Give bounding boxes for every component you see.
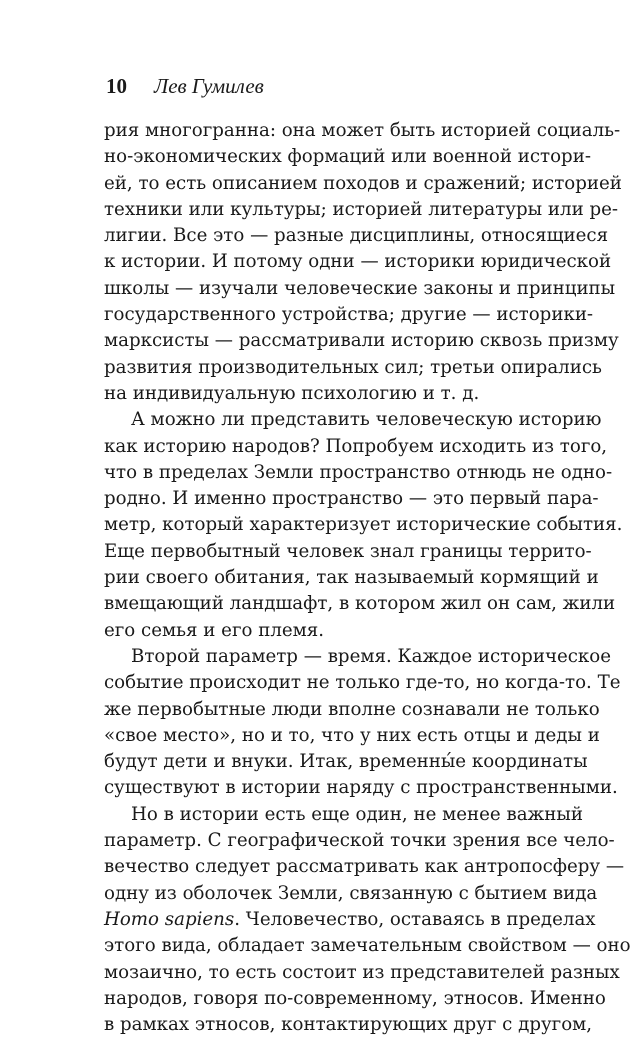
text-line-last: на индивидуальную психологию и т. д.	[104, 382, 480, 404]
running-title: Лев Гумилев	[154, 74, 264, 98]
text-line: народов, говоря по-современному, этносов. Именно	[104, 987, 606, 1009]
text-line: государственного устройства; другие — историки-	[104, 304, 594, 326]
text-line: как историю народов? Попробуем исходить из того,	[104, 435, 608, 457]
text-line: развития производительных сил; третьи опирались	[104, 356, 602, 378]
page-number: 10	[106, 74, 127, 98]
paragraph-2	[104, 407, 623, 644]
text-line: вмещающий ландшафт, в котором жил он сам, жили	[104, 593, 616, 615]
text-line-first: Но в истории есть еще один, не менее важный	[131, 803, 584, 825]
paragraph-1	[104, 118, 622, 407]
text-line: к истории. И потому одни — историки юридической	[104, 251, 612, 273]
page-header	[106, 73, 264, 99]
text-line: вечество следует рассматривать как антропосферу —	[104, 856, 625, 878]
text-line: лигии. Все это — разные дисциплины, относящиеся	[104, 225, 609, 247]
text-line: марксисты — рассматривали историю сквозь призму	[104, 330, 619, 352]
paragraph-3	[104, 644, 621, 802]
text-line: будут дети и внуки. Итак, временны́е координаты	[104, 751, 588, 773]
text-line: этого вида, обладает замечательным свойством — оно	[104, 935, 631, 957]
text-line: одну из оболочек Земли, связанную с бытием вида	[104, 882, 598, 904]
text-line: рии своего обитания, так называемый кормящий и	[104, 567, 599, 589]
text-line: же первобытные люди вполне сознавали не только	[104, 698, 600, 720]
text-line: событие происходит не только где-то, но когда-то. Те	[104, 672, 621, 694]
text-line: техники или культуры; историей литературы или ре-	[104, 198, 619, 220]
text-line: ей, то есть описанием походов и сражений; историей	[104, 172, 622, 194]
text-line: что в пределах Земли пространство отнюдь не одно-	[104, 461, 613, 483]
text-line: рия многогранна: она может быть историей социаль-	[104, 120, 621, 141]
text-line-with-italic	[104, 907, 596, 933]
text-line: Еще первобытный человек знал границы террито-	[104, 540, 592, 562]
text-line: метр, который характеризует исторические события.	[104, 514, 623, 536]
line-rest: . Человечество, оставаясь в пределах	[234, 908, 596, 930]
text-line: в рамках этносов, контактирующих друг с другом,	[104, 1014, 593, 1036]
text-line: школы — изучали человеческие законы и принципы	[104, 277, 616, 299]
body-text	[104, 118, 631, 1038]
text-line: родно. И именно пространство — это первый пара-	[104, 488, 599, 510]
text-line: «свое место», но и то, что у них есть отцы и деды и	[104, 724, 600, 746]
text-line-first: А можно ли представить человеческую историю	[131, 409, 602, 431]
text-line-last: его семья и его племя.	[104, 619, 325, 641]
text-line: параметр. С географической точки зрения все чело-	[104, 830, 615, 852]
text-line-last: существуют в истории наряду с пространственными.	[104, 777, 618, 799]
text-line-first: Второй параметр — время. Каждое историческое	[131, 645, 611, 667]
paragraph-4	[104, 802, 631, 1038]
text-line: но-экономических формаций или военной истори-	[104, 146, 591, 168]
italic-term: Homo sapiens	[104, 908, 235, 930]
text-line: мозаично, то есть состоит из представителей разных	[104, 961, 620, 983]
